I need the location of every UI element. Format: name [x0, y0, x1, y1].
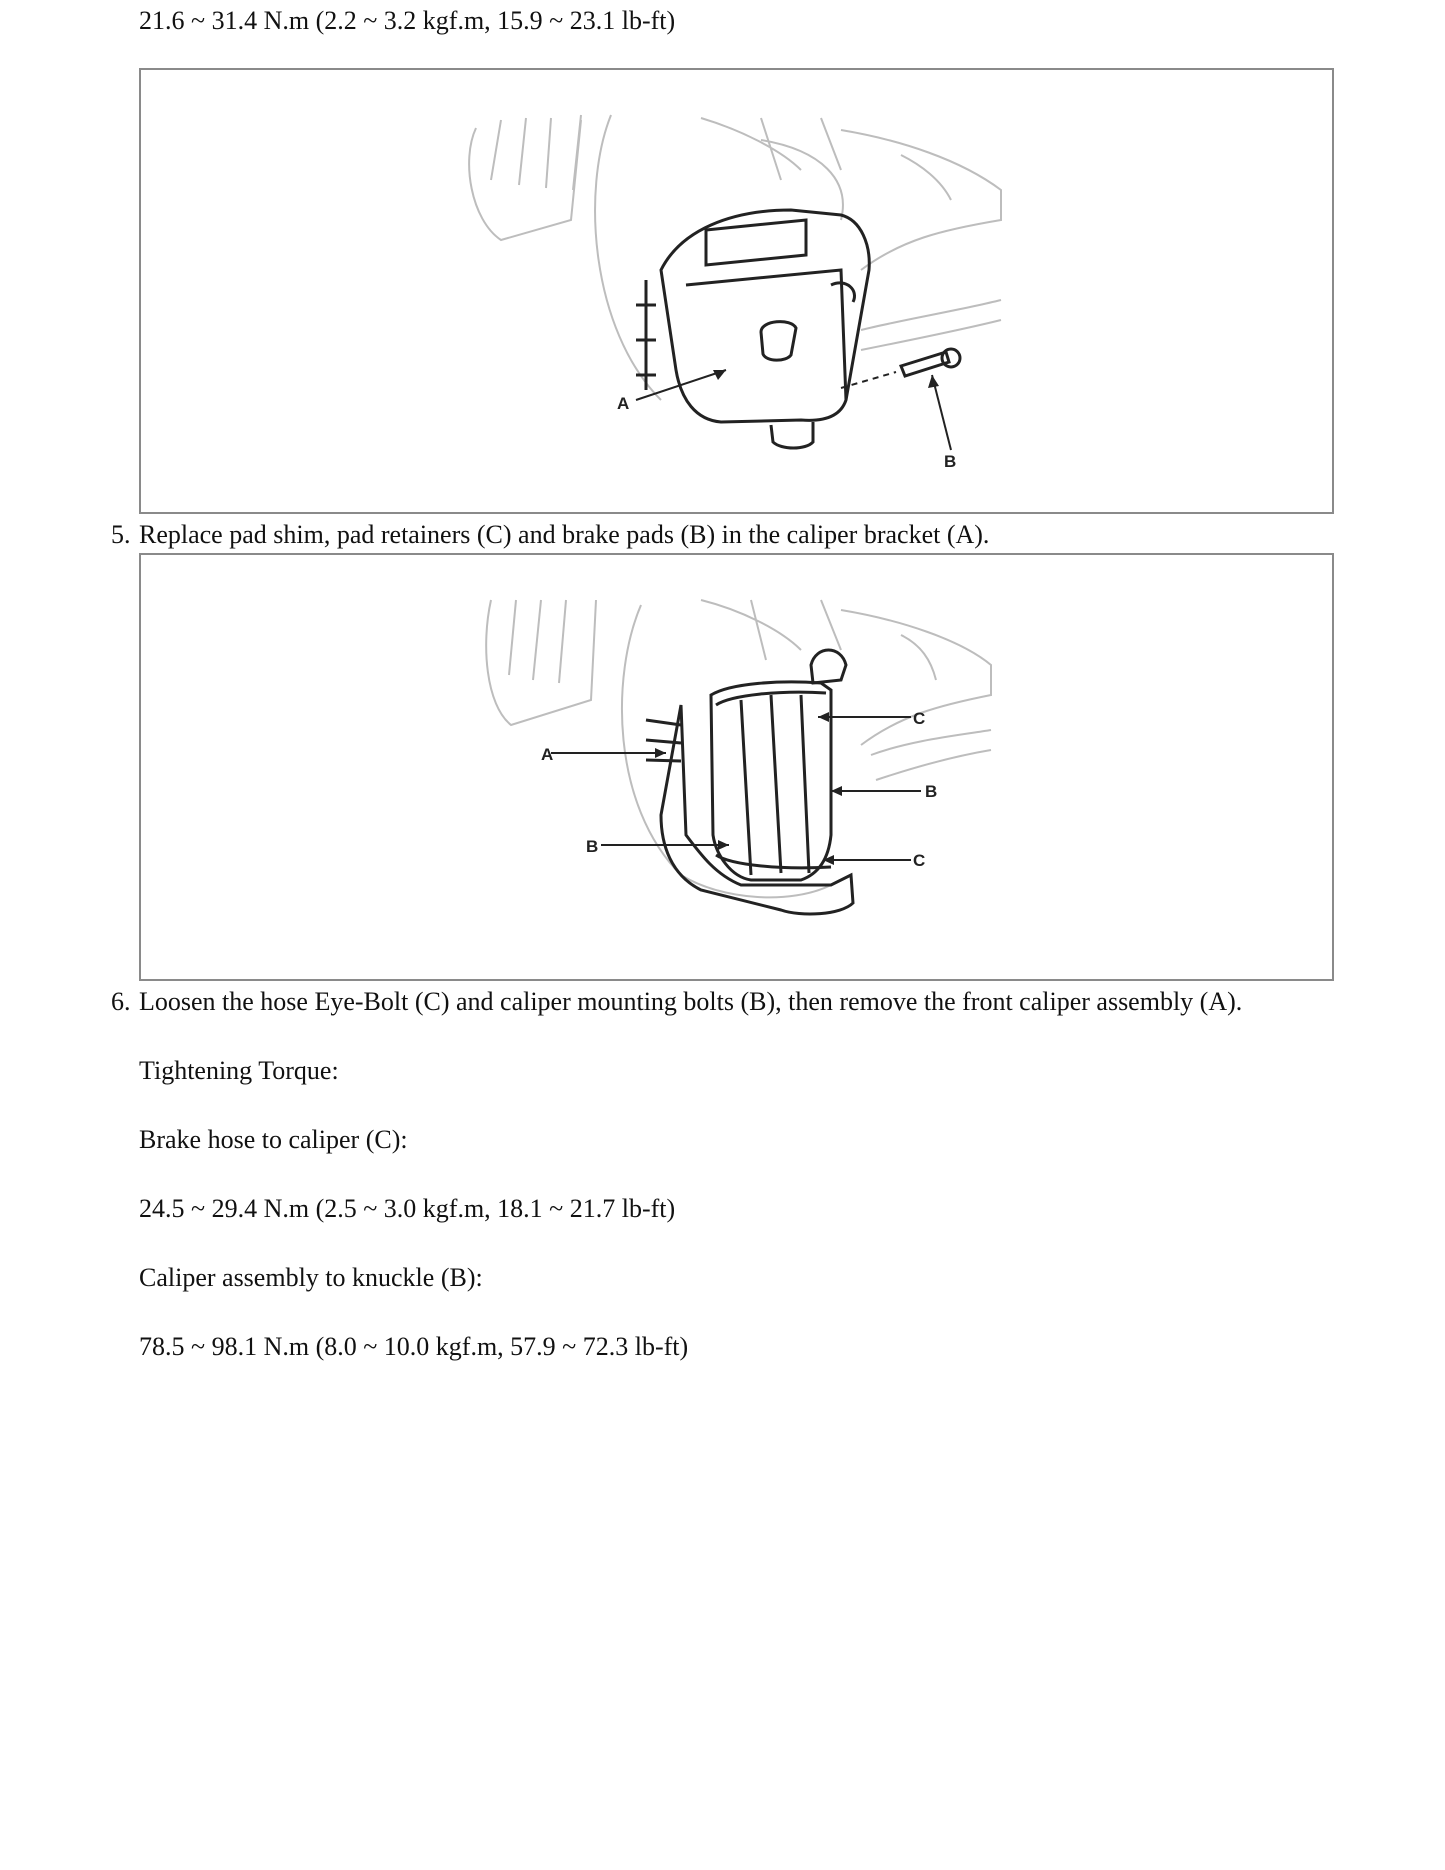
step-5-text: Replace pad shim, pad retainers (C) and brake pads (B) in the caliper bracket (A). — [139, 520, 990, 549]
figure-caliper-bolt — [139, 68, 1334, 514]
callout-c-top: C — [913, 709, 926, 728]
callout-b-right: B — [925, 782, 938, 801]
callout-b-left: B — [586, 837, 599, 856]
step-6-text: Loosen the hose Eye-Bolt (C) and caliper mounting bolts (B), then remove the front caliper assembly (A). — [139, 987, 1243, 1016]
torque-value-top: 21.6 ~ 31.4 N.m (2.2 ~ 3.2 kgf.m, 15.9 ~ 23.1 lb-ft) — [139, 6, 676, 35]
callout-c-bottom: C — [913, 851, 926, 870]
step-5-number: 5. — [111, 520, 131, 549]
hose-torque-value: 24.5 ~ 29.4 N.m (2.5 ~ 3.0 kgf.m, 18.1 ~ 21.7 lb-ft) — [139, 1194, 676, 1223]
callout-a: A — [541, 745, 554, 764]
caliper-torque-label: Caliper assembly to knuckle (B): — [139, 1263, 483, 1292]
step-6-number: 6. — [111, 987, 131, 1016]
caliper-torque-value: 78.5 ~ 98.1 N.m (8.0 ~ 10.0 kgf.m, 57.9 ~ 72.3 lb-ft) — [139, 1332, 689, 1361]
caliper-bolt-illustration — [141, 70, 1336, 516]
hose-torque-label: Brake hose to caliper (C): — [139, 1125, 408, 1154]
callout-a: A — [617, 394, 630, 413]
pads-bracket-illustration — [141, 555, 1336, 983]
torque-heading: Tightening Torque: — [139, 1056, 339, 1085]
figure-pads-bracket — [139, 553, 1334, 981]
callout-b: B — [944, 452, 957, 471]
